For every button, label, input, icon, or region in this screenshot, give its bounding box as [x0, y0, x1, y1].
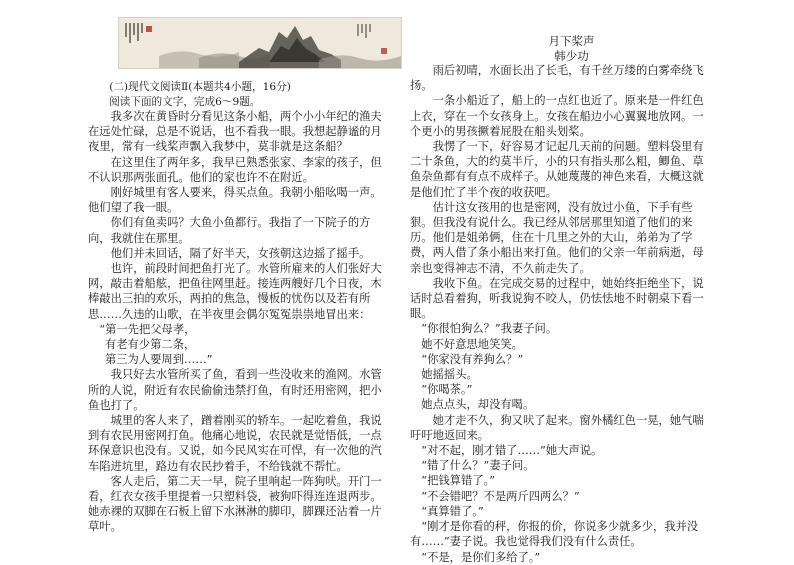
left-column — [88, 80, 386, 535]
paragraph: 我多次在黄昏时分看见这条小船，两个小小年纪的渔夫在远处忙碌，总是不说话，也不看我一眼。我想起静谧的月夜里，常有一线桨声飘入我梦中，莫非就是这条船？ — [88, 110, 382, 154]
paragraph: 他们并未回话，隔了好半天，女孩朝这边摇了摇手。 — [110, 246, 371, 260]
paragraph: 她点点头，却没有喝。 — [421, 398, 535, 412]
left-column-body — [88, 109, 386, 535]
landscape-painting-icon — [119, 18, 401, 68]
paragraph: “第一先把父母孝， — [99, 322, 196, 336]
paragraph: “不会错吧？不是两斤四两么？” — [421, 489, 580, 503]
section-heading: (二)现代文阅读Ⅱ(本题共4小题，16分) — [109, 81, 291, 93]
paragraph: 在这里住了两年多，我早已熟悉张家、李家的孩子，但不认识那两张面孔。他们的家也许不在附近。 — [88, 155, 382, 184]
landscape-painting-image — [118, 17, 402, 69]
paragraph: 她不好意思地笑笑。 — [421, 337, 523, 351]
paragraph: 一条小船近了，船上的一点红也近了。原来是一件红色上衣，穿在一个女孩身上。女孩在船边小心翼翼地放网。一个更小的男孩撅着屁股在船头划桨。 — [410, 94, 704, 138]
paragraph: 我只好去水管所买了鱼，看到一些没收来的渔网。水管所的人说，附近有农民偷偷违禁打鱼，有时还用密网，把小鱼也打了。 — [88, 368, 382, 412]
paragraph: “你很怕狗么？”我妻子问。 — [421, 322, 558, 336]
paragraph: 雨后初晴，水面长出了长毛，有千丝万缕的白雾牵绕飞扬。 — [410, 64, 704, 93]
paragraph: 有老有少第二条， — [104, 338, 196, 352]
paragraph: “错了什么？”妻子问。 — [421, 459, 535, 473]
paragraph: “不是，是你们多给了。” — [421, 550, 541, 564]
reading-instruction: 阅读下面的文字，完成6～9题。 — [109, 95, 261, 108]
right-column — [410, 34, 710, 565]
paragraph: 她才走不久，狗又吠了起来。窗外橘红色一晃，她气喘吁吁地返回来。 — [410, 413, 704, 442]
paragraph: “真算错了。” — [421, 504, 484, 518]
paragraph: “你喝茶。” — [421, 383, 473, 397]
article-title: 月下桨声 — [548, 34, 595, 48]
paragraph: 我愣了一下，好容易才记起几天前的问题。塑料袋里有二十条鱼，大的约莫半斤，小的只有指头那么粗，鲫鱼、草鱼杂鱼都有有点不成样子。从她蔑蔑的神色来看，大概这就是他们忙了半个夜的收获吧。 — [410, 140, 704, 199]
paragraph: 刚好城里有客人要来，得买点鱼。我朝小船吆喝一声。他们望了我一眼。 — [88, 186, 382, 215]
paragraph: 她摇摇头。 — [421, 368, 478, 382]
paragraph: 城里的客人来了，蹭着刚买的轿车。一起吃着鱼，我说到有农民用密网打鱼。他痛心地说，农民就是觉悟低，一点环保意识也没有。又说，如今民风实在可悍，有一次他的汽车陷进坑里，路边有农民抄着手，不给钱就不帮忙。 — [88, 414, 382, 473]
paragraph: “你家没有养狗么？” — [421, 352, 524, 366]
paragraph: 你们有鱼卖吗？大鱼小鱼都行。我指了一下院子的方向，我就住在那里。 — [88, 216, 371, 245]
paragraph: 我收下鱼。在完成交易的过程中，她始终拒绝坐下，说话时总看着狗，听我说狗不咬人，仍怯怯地不时朝桌下看一眼。 — [410, 276, 704, 321]
paragraph: “对不起，刚才错了……”她大声说。 — [421, 444, 603, 458]
paragraph: 客人走后，第二天一早，院子里响起一阵狗吠。开门一看，红衣女孩手里提着一只塑料袋，被狗吓得连连退两步。她赤裸的双脚在石板上留下水淋淋的脚印，脚踝还沾着一片草叶。 — [88, 474, 382, 534]
article-author: 韩少功 — [554, 48, 589, 63]
right-column-body — [410, 63, 710, 565]
paragraph: “把钱算错了。” — [421, 474, 495, 488]
paragraph: 也许，前段时间把鱼打光了。水管所雇来的人们张好大网，敲击着船舷，把鱼往网里赶。接连两艘好几个日夜，木棒敲出三拍的欢乐，两拍的焦急，慢板的忧伤以及若有所思……久违的山歌，在半夜里会偶尔冤冤祟祟地冒出来： — [88, 262, 382, 321]
paragraph: 第三为人要周到……” — [104, 353, 213, 367]
paragraph: “刚才是你看的秤，你报的价，你说多少就多少，我并没有……”妻子说。我也觉得我们没有什么责任。 — [410, 520, 699, 549]
paragraph: 估计这女孩用的也是密网，没有放过小鱼，下手有些狠。但我没有说什么。我已经从邻居那里知道了他们的来历。他们是姐弟俩，住在十几里之外的大山，弟弟为了学费，两人借了条小船出来打鱼。他们的父亲一年前病逝，母亲也变得神志不清，不久前走失了。 — [410, 200, 704, 275]
